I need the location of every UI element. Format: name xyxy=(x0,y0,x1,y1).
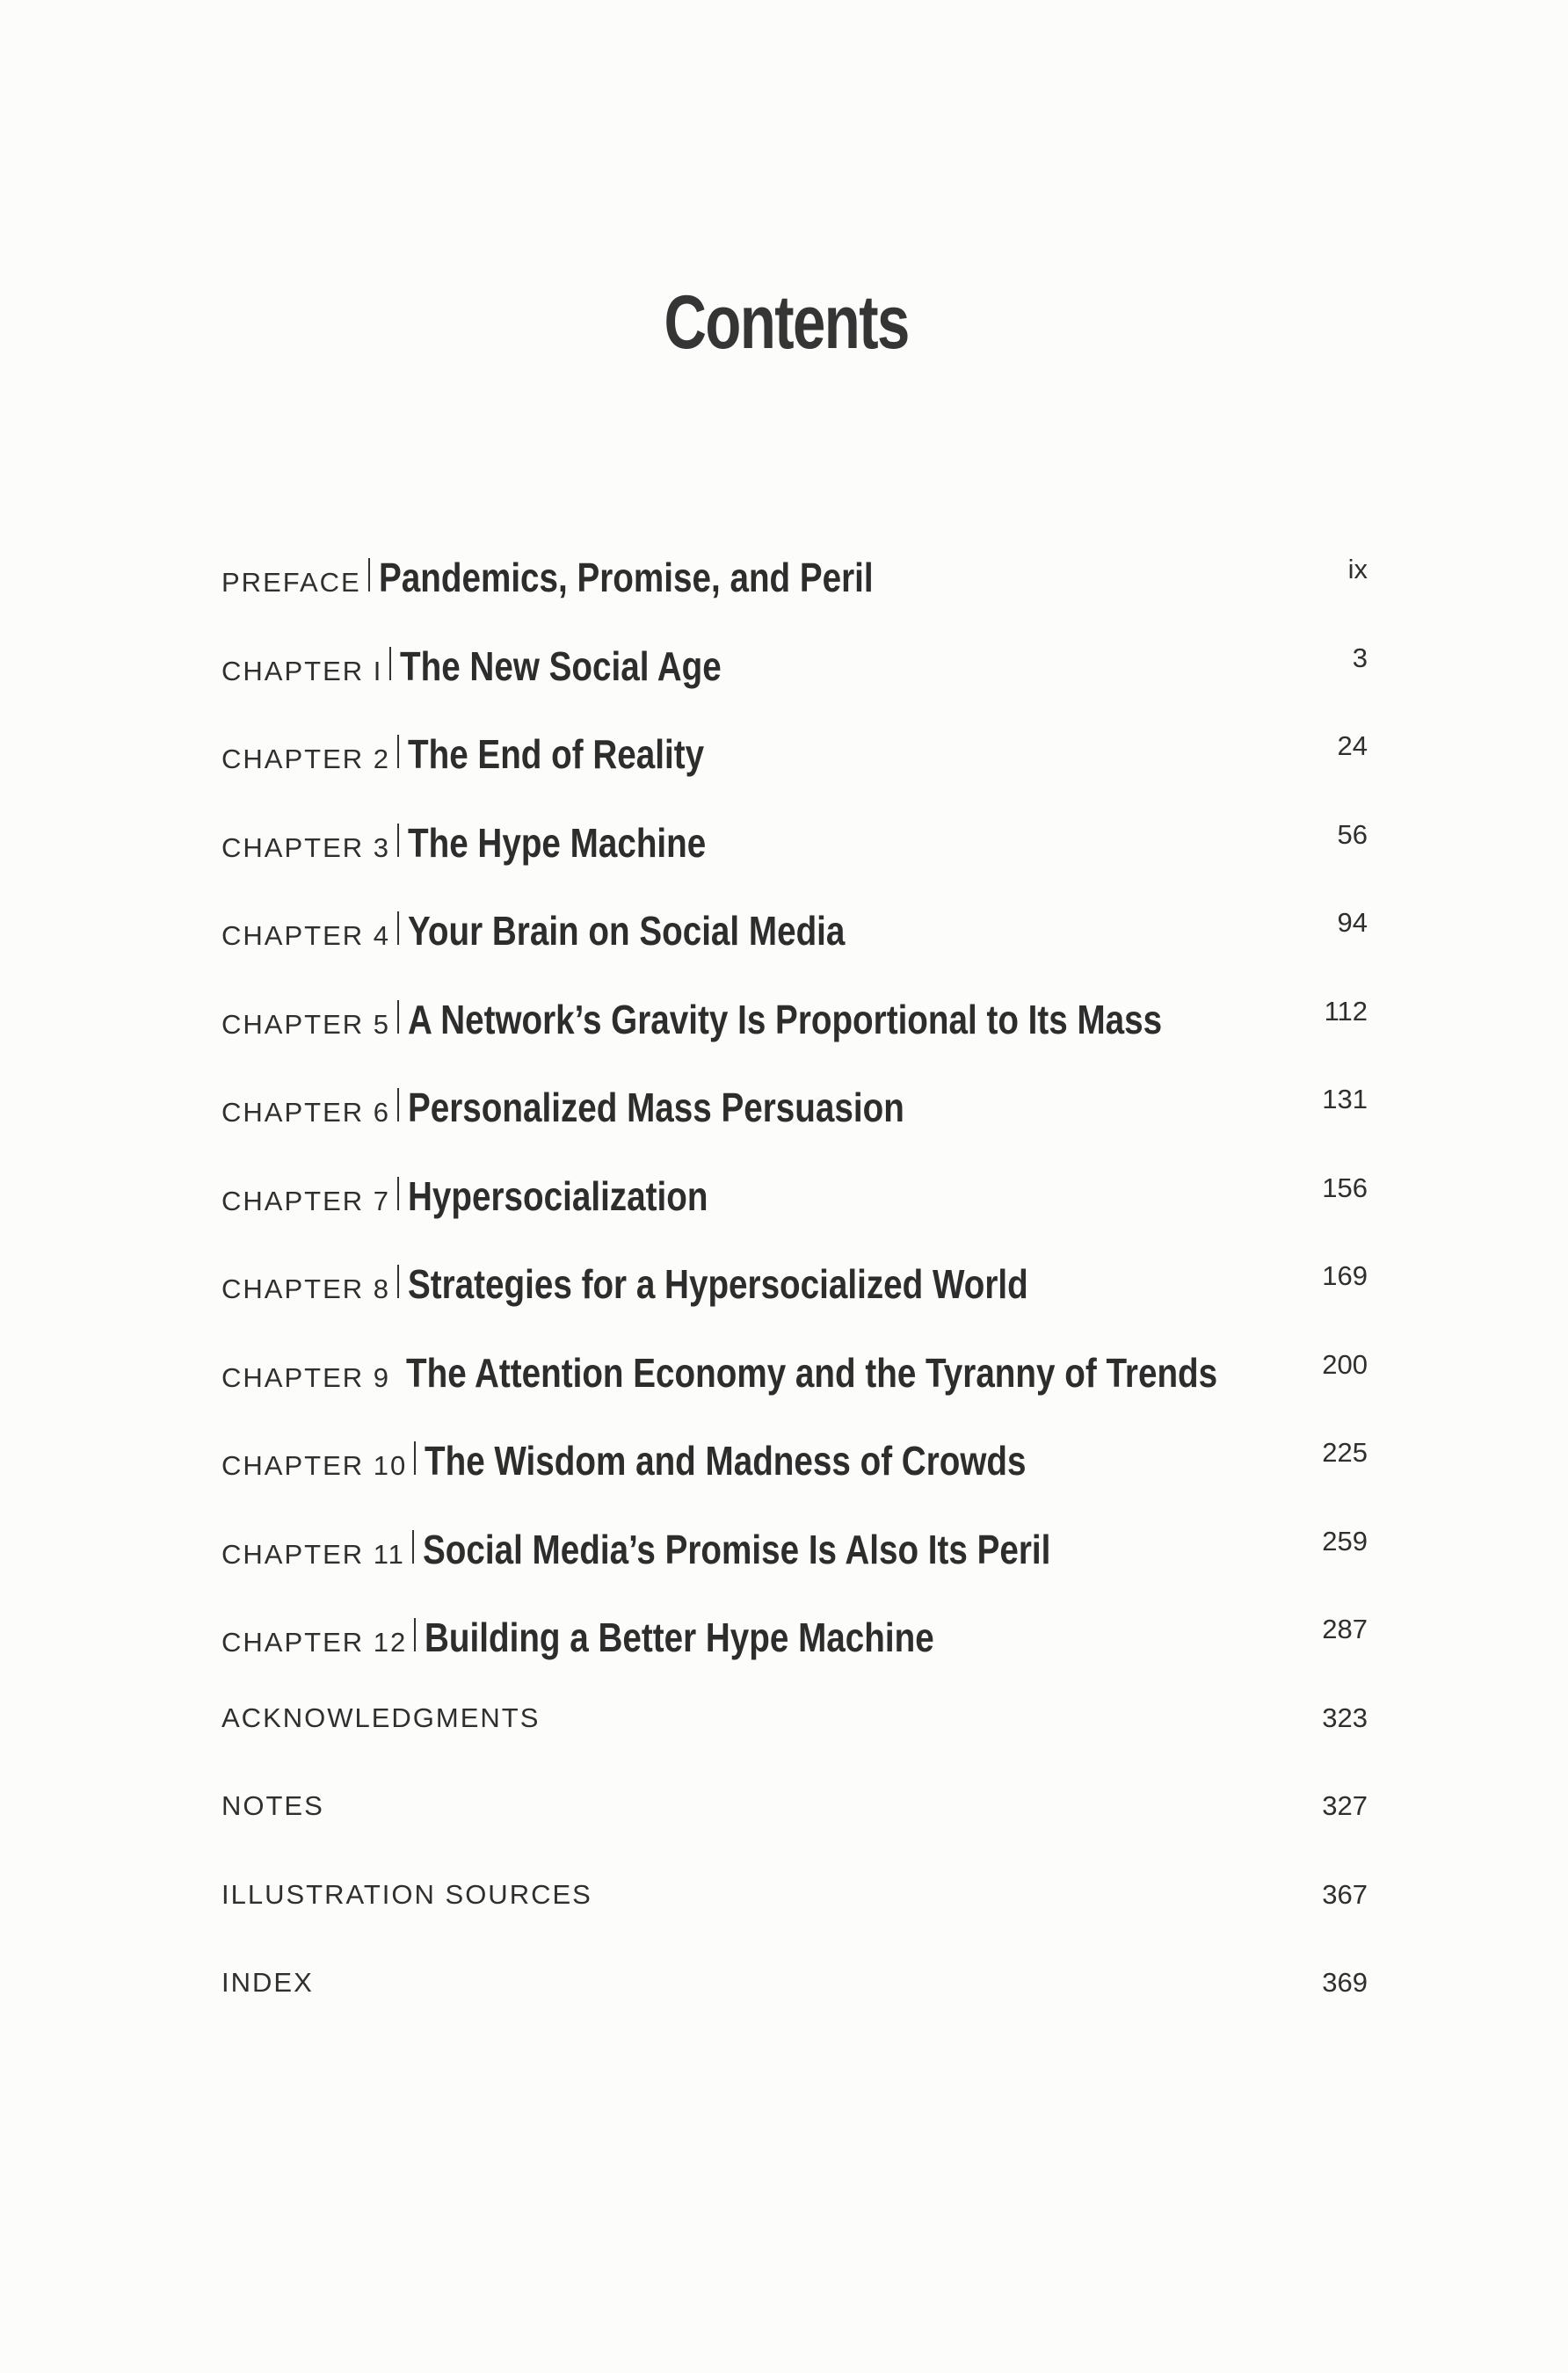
toc-entry-chapter-2 xyxy=(221,730,1368,819)
separator-bar xyxy=(412,1530,414,1564)
entry-page-number: 3 xyxy=(1352,642,1368,673)
entry-title: Social Media’s Promise Is Also Its Peril xyxy=(422,1526,1051,1572)
toc-entry-chapter-12 xyxy=(221,1614,1368,1702)
entry-label: CHAPTER 9 xyxy=(221,1361,390,1393)
entry-label: CHAPTER I xyxy=(221,655,383,686)
toc-entry-chapter-7 xyxy=(221,1172,1368,1261)
entry-page-number: 225 xyxy=(1322,1437,1368,1468)
entry-page-number: 327 xyxy=(1322,1790,1368,1821)
entry-label: ILLUSTRATION SOURCES xyxy=(221,1878,592,1910)
entry-page-number: 131 xyxy=(1322,1084,1368,1114)
entry-title: The New Social Age xyxy=(400,642,722,689)
entry-title: Strategies for a Hypersocialized World xyxy=(407,1261,1028,1307)
entry-label: PREFACE xyxy=(221,567,361,598)
entry-page-number: ix xyxy=(1347,554,1368,584)
table-of-contents xyxy=(221,554,1368,2056)
entry-title: Personalized Mass Persuasion xyxy=(407,1085,904,1130)
entry-title: Your Brain on Social Media xyxy=(407,908,846,954)
entry-label: CHAPTER 6 xyxy=(221,1097,390,1128)
separator-bar xyxy=(397,1265,399,1298)
entry-page-number: 287 xyxy=(1322,1614,1368,1644)
entry-title: Hypersocialization xyxy=(407,1172,708,1219)
entry-page-number: 94 xyxy=(1337,907,1368,938)
entry-page-number: 200 xyxy=(1322,1348,1368,1380)
toc-entry-chapter-5 xyxy=(221,996,1368,1085)
entry-page-number: 24 xyxy=(1337,730,1368,761)
entry-title: A Network’s Gravity Is Proportional to Its Mass xyxy=(407,996,1163,1042)
entry-label: CHAPTER 12 xyxy=(221,1627,408,1658)
toc-entry-chapter-6 xyxy=(221,1084,1368,1172)
entry-page-number: 367 xyxy=(1322,1878,1368,1910)
entry-title: Pandemics, Promise, and Peril xyxy=(378,555,874,600)
entry-page-number: 369 xyxy=(1322,1967,1368,1998)
page-title: Contents xyxy=(664,280,909,365)
entry-page-number: 259 xyxy=(1322,1525,1368,1557)
entry-label: CHAPTER 7 xyxy=(221,1185,390,1216)
entry-label: CHAPTER 2 xyxy=(221,744,390,774)
separator-bar xyxy=(414,1618,416,1651)
toc-entry-chapter-11 xyxy=(221,1526,1368,1615)
entry-title: Building a Better Hype Machine xyxy=(425,1615,934,1660)
toc-entry-preface xyxy=(221,554,1368,642)
entry-label: CHAPTER 4 xyxy=(221,920,390,951)
toc-entry-acknowledgments xyxy=(221,1702,1368,1791)
entry-label: CHAPTER 11 xyxy=(221,1538,405,1570)
toc-entry-chapter-1 xyxy=(221,642,1368,731)
entry-label: CHAPTER 8 xyxy=(221,1274,390,1304)
toc-entry-index xyxy=(221,1967,1368,2056)
toc-entry-chapter-10 xyxy=(221,1437,1368,1526)
entry-page-number: 56 xyxy=(1337,818,1368,850)
toc-entry-notes xyxy=(221,1790,1368,1879)
entry-title: The End of Reality xyxy=(407,731,705,777)
entry-title: The Wisdom and Madness of Crowds xyxy=(425,1438,1027,1484)
separator-bar xyxy=(368,558,370,591)
entry-page-number: 323 xyxy=(1322,1702,1368,1733)
entry-page-number: 112 xyxy=(1324,995,1368,1027)
toc-entry-chapter-9 xyxy=(221,1349,1368,1438)
separator-bar xyxy=(397,1177,399,1210)
separator-bar xyxy=(397,1088,399,1121)
separator-bar xyxy=(414,1441,416,1475)
separator-bar xyxy=(397,911,399,945)
separator-bar xyxy=(389,647,391,680)
separator-bar xyxy=(397,824,399,857)
toc-entry-chapter-8 xyxy=(221,1260,1368,1349)
entry-label: ACKNOWLEDGMENTS xyxy=(221,1702,541,1733)
separator-bar xyxy=(397,1000,399,1034)
toc-entry-illustration-sources xyxy=(221,1879,1368,1968)
entry-label: NOTES xyxy=(221,1790,324,1821)
entry-label: CHAPTER 10 xyxy=(221,1450,408,1481)
separator-bar xyxy=(397,735,399,768)
entry-page-number: 156 xyxy=(1322,1172,1368,1203)
toc-entry-chapter-3 xyxy=(221,819,1368,908)
entry-title: The Attention Economy and the Tyranny of Trends xyxy=(405,1349,1218,1396)
entry-title: The Hype Machine xyxy=(407,819,707,866)
entry-label: CHAPTER 5 xyxy=(221,1008,390,1040)
entry-page-number: 169 xyxy=(1322,1260,1368,1291)
entry-label: INDEX xyxy=(221,1967,314,1998)
toc-entry-chapter-4 xyxy=(221,907,1368,996)
entry-label: CHAPTER 3 xyxy=(221,831,390,863)
